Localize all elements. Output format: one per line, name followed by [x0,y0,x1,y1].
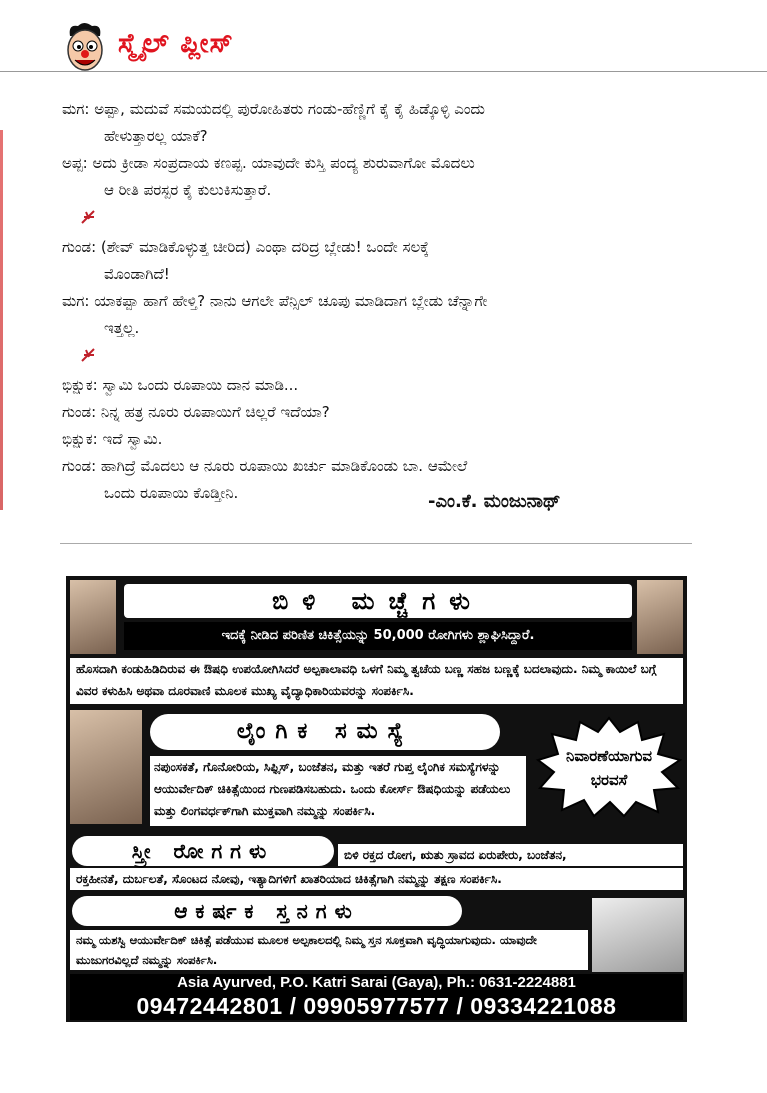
joke-line: ಮಗ: ಯಾಕಪ್ಪಾ ಹಾಗೆ ಹೇಳ್ತಿ? ನಾನು ಆಗಲೇ ಪೆನ್ಸಿಲ್ ಚೂಪು ಮಾಡಿದಾಗ ಬ್ಲೇಡು ಚೆನ್ನಾಗೇ [62,292,488,310]
joke-line: ಆ ರೀತಿ ಪರಸ್ಪರ ಕೈ ಕುಲುಕಿಸುತ್ತಾರೆ. [104,181,272,199]
ad-address: Asia Ayurved, P.O. Katri Sarai (Gaya), Ph.: 0631-2224881 [70,974,683,992]
page-header [0,0,767,72]
joke-line: ಮಗ: ಅಪ್ಪಾ, ಮದುವೆ ಸಮಯದಲ್ಲಿ ಪುರೋಹಿತರು ಗಂಡು-ಹೆಣ್ಣಿಗೆ ಕೈ ಕೈ ಹಿಡ್ಕೊಳ್ಳಿ ಎಂದು [62,100,485,118]
joke-line: ಭಿಕ್ಷುಕ: ಇದೆ ಸ್ವಾಮಿ. [62,430,163,448]
section-divider [60,543,692,544]
burst-line-2: ಭರವಸೆ [590,771,628,789]
cartoon-face-icon [62,22,108,74]
joke-line: ಗುಂಡ: ಹಾಗಿದ್ರೆ ಮೊದಲು ಆ ನೂರು ರೂಪಾಯಿ ಖರ್ಚು ಮಾಡಿಕೊಂಡು ಬಾ. ಆಮೇಲೆ [62,457,468,475]
ad-heading-womens-diseases: ಸ್ತ್ರೀ ರೋಗಗಳು [72,836,334,866]
ad-paragraph-2: ನಪುಂಸಕತೆ, ಗೊನೋರಿಯ, ಸಿಫ್ಲಿಸ್, ಬಂಜೆತನ, ಮತ್ತು ಇತರೆ ಗುಪ್ತ ಲೈಂಗಿಕ ಸಮಸ್ಯೆಗಳನ್ನು ಆಯುರ್ವೇದಿಕ್ ಚಿಕಿತ್ಸೆಯಿಂದ ಗುಣಪಡಿಸಬಹುದು. ಒಂದು ಕೋರ್ಸ್ ಔಷಧಿಯನ್ನು ಪಡೆಯಲು ಮತ್ತು ಲಿಂಗವರ್ಧಕ್‌ಗಾಗಿ ಮುಕ್ತವಾಗಿ ನಮ್ಮನ್ನು ಸಂಪರ್ಕಿಸಿ. [150,756,526,826]
author-credit: -ಎಂ.ಕೆ. ಮಂಜುನಾಥ್ [428,491,561,512]
ad-paragraph-3a: ಬಿಳಿ ರಕ್ತದ ರೋಗ, ಋತು ಸ್ರಾವದ ಏರುಪೇರು, ಬಂಜೆತನ, [338,844,683,866]
ad-heading-attractive-breasts: ಆಕರ್ಷಕ ಸ್ತನಗಳು [72,896,462,926]
ad-paragraph-4: ನಮ್ಮ ಯಶಸ್ವಿ ಆಯುರ್ವೇದಿಕ್ ಚಿಕಿತ್ಸೆ ಪಡೆಯುವ ಮೂಲಕ ಅಲ್ಪಕಾಲದಲ್ಲಿ ನಿಮ್ಮ ಸ್ತನ ಸೂಕ್ತವಾಗಿ ವೃದ್ಧಿಯಾಗುವುದು. ಯಾವುದೇ ಮುಜುಗರವಿಲ್ಲದೆ ನಮ್ಮನ್ನು ಸಂಪರ್ಕಿಸಿ. [70,930,588,970]
header-rule [0,71,767,72]
ad-phone-numbers: 09472442801 / 09905977577 / 09334221088 [70,992,683,1020]
left-edge-mark [0,130,3,510]
page-title: ಸ್ಮೈಲ್ ಪ್ಲೀಸ್ [118,28,234,59]
joke-line: ಗುಂಡ: ನಿನ್ನ ಹತ್ರ ನೂರು ರೂಪಾಯಿಗೆ ಚಿಲ್ಲರೆ ಇದೆಯಾ? [62,403,330,421]
joke-line: ಹೇಳುತ್ತಾರಲ್ಲ ಯಾಕೆ? [104,127,208,145]
ad-paragraph-3b: ರಕ್ತಹೀನತೆ, ದುರ್ಬಲತೆ, ಸೊಂಟದ ನೋವು, ಇತ್ಯಾದಿಗಳಿಗೆ ಖಾತರಿಯಾದ ಚಿಕಿತ್ಸೆಗಾಗಿ ನಮ್ಮನ್ನು ತಕ್ಷಣ ಸಂಪರ್ಕಿಸಿ. [70,868,683,890]
joke-line: ಭಿಕ್ಷುಕ: ಸ್ವಾಮಿ ಒಂದು ರೂಪಾಯಿ ದಾನ ಮಾಡಿ... [62,376,299,394]
couple-photo [70,710,142,824]
advertisement [66,576,687,1022]
joke-line: ಒಂದು ರೂಪಾಯಿ ಕೊಡ್ತೀನಿ. [104,484,239,502]
jokes-section [62,96,682,507]
burst-text [552,744,666,792]
woman-photo-left [70,580,116,654]
ad-paragraph-1: ಹೊಸದಾಗಿ ಕಂಡುಹಿಡಿದಿರುವ ಈ ಔಷಧಿ ಉಪಯೋಗಿಸಿದರೆ ಅಲ್ಪಕಾಲಾವಧಿ ಒಳಗೆ ನಿಮ್ಮ ತ್ವಚೆಯ ಬಣ್ಣ ಸಹಜ ಬಣ್ಣಕ್ಕೆ ಬದಲಾವುದು. ನಿಮ್ಮ ಕಾಯಿಲೆ ಬಗ್ಗೆ ವಿವರ ಕಳುಹಿಸಿ ಅಥವಾ ದೂರವಾಣಿ ಮೂಲಕ ಮುಖ್ಯ ವೈದ್ಯಾಧಿಕಾರಿಯವರನ್ನು ಸಂಪರ್ಕಿಸಿ. [70,658,683,704]
joke-line: ಇತ್ತಲ್ಲ. [104,319,140,337]
ad-subheading: ಇದಕ್ಕೆ ನೀಡಿದ ಪರಿಣಿತ ಚಿಕಿತ್ಸೆಯನ್ನು 50,000 ರೋಗಿಗಳು ಶ್ಲಾಘಿಸಿದ್ದಾರೆ. [124,622,632,650]
woman-photo-bottom [592,898,684,972]
joke-line: ಗುಂಡ: (ಶೇವ್ ಮಾಡಿಕೊಳ್ಳುತ್ತ ಚೀರಿದ) ಎಂಥಾ ದರಿದ್ರ ಬ್ಲೇಡು! ಒಂದೇ ಸಲಕ್ಕೆ [62,238,429,256]
joke-line: ಮೊಂಡಾಗಿದೆ! [104,265,170,283]
separator [62,204,682,234]
separator-ornament-icon [80,209,98,225]
ad-heading-white-patches: ಬಿಳಿ ಮಚ್ಚೆಗಳು [124,584,632,618]
ad-heading-sexual-problems: ಲೈಂಗಿಕ ಸಮಸ್ಯೆ [150,714,500,750]
separator [62,342,682,372]
woman-photo-right [637,580,683,654]
joke-line: ಅಪ್ಪ: ಅದು ಕ್ರೀಡಾ ಸಂಪ್ರದಾಯ ಕಣಪ್ಪ. ಯಾವುದೇ ಕುಸ್ತಿ ಪಂದ್ಯ ಶುರುವಾಗೋ ಮೊದಲು [62,154,475,172]
burst-line-1: ನಿವಾರಣೆಯಾಗುವ [566,747,652,765]
separator-ornament-icon [80,347,98,363]
